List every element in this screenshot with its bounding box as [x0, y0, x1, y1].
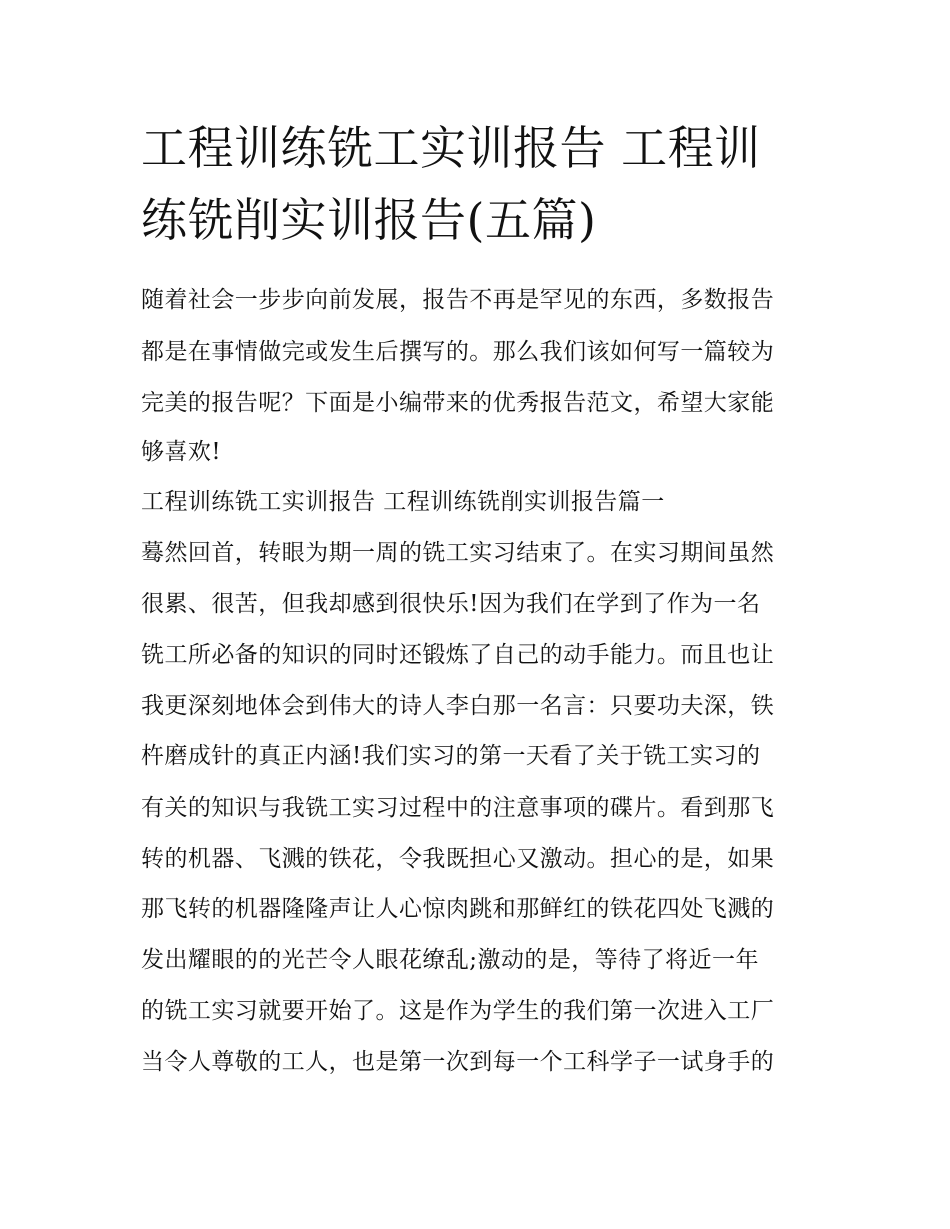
body-line-7: 转的机器、飞溅的铁花，令我既担心又激动。担心的是，如果: [141, 846, 775, 872]
body-line-4: 我更深刻地体会到伟大的诗人李白那一名言：只要功夫深，铁: [141, 693, 775, 719]
body-line-11: 当令人尊敬的工人，也是第一次到每一个工科学子一试身手的: [141, 1049, 775, 1075]
intro-line-3: 完美的报告呢？下面是小编带来的优秀报告范文，希望大家能: [141, 390, 775, 416]
document-title-line-1: 工程训练铣工实训报告 工程训: [141, 121, 761, 175]
body-line-8: 那飞转的机器隆隆声让人心惊肉跳和那鲜红的铁花四处飞溅的: [141, 896, 775, 922]
body-line-5: 杵磨成针的真正内涵!我们实习的第一天看了关于铣工实习的: [141, 743, 761, 769]
body-line-6: 有关的知识与我铣工实习过程中的注意事项的碟片。看到那飞: [141, 795, 775, 821]
body-line-9: 发出耀眼的的光芒令人眼花缭乱;激动的是，等待了将近一年: [141, 947, 759, 973]
body-line-3: 铣工所必备的知识的同时还锻炼了自己的动手能力。而且也让: [141, 642, 775, 668]
intro-line-4: 够喜欢!: [141, 439, 222, 465]
body-line-1: 蓦然回首，转眼为期一周的铣工实习结束了。在实习期间虽然: [141, 540, 775, 566]
document-title-line-2: 练铣削实训报告(五篇): [141, 193, 597, 247]
intro-line-1: 随着社会一步步向前发展，报告不再是罕见的东西，多数报告: [141, 287, 775, 313]
body-line-10: 的铣工实习就要开始了。这是作为学生的我们第一次进入工厂: [141, 998, 775, 1024]
section-heading: 工程训练铣工实训报告 工程训练铣削实训报告篇一: [141, 489, 665, 515]
body-line-2: 很累、很苦，但我却感到很快乐!因为我们在学到了作为一名: [141, 591, 761, 617]
intro-line-2: 都是在事情做完或发生后撰写的。那么我们该如何写一篇较为: [141, 339, 775, 365]
